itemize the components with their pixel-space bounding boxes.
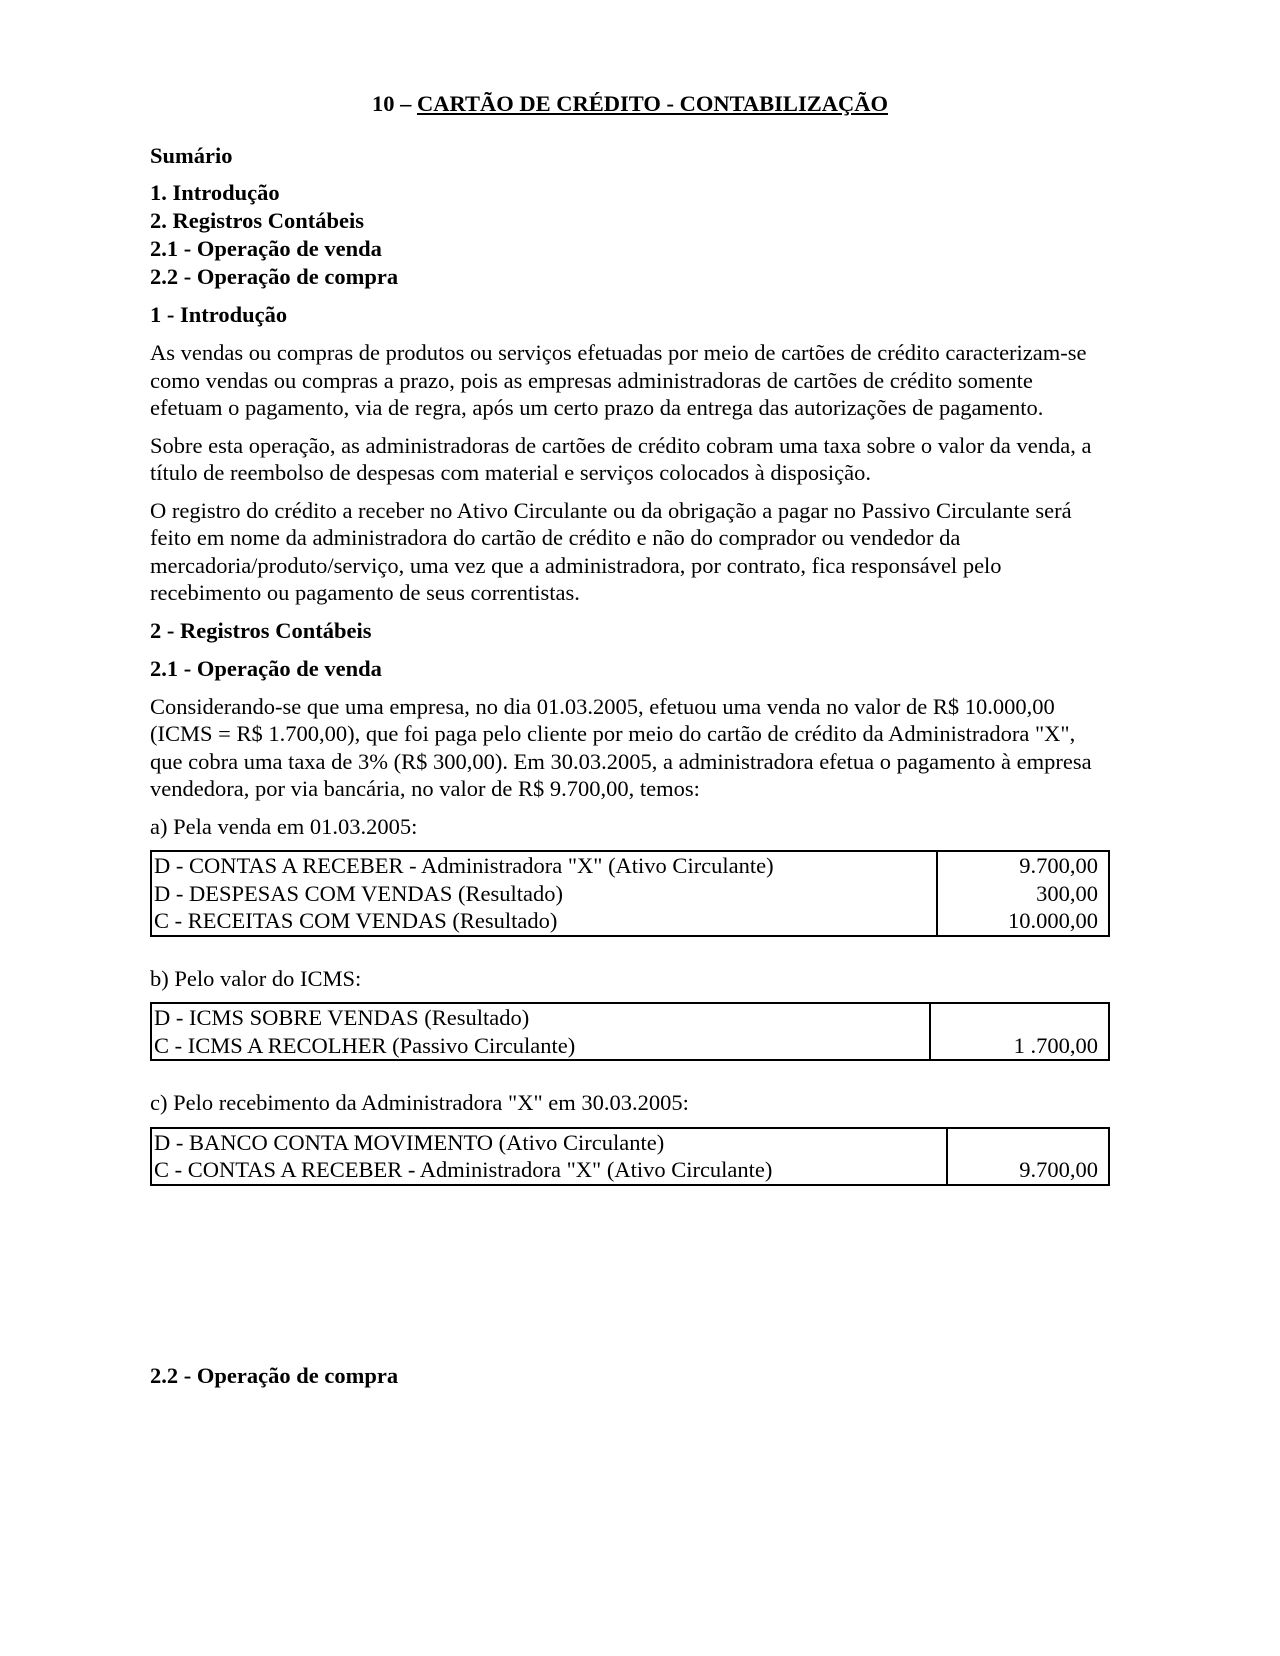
summary-item: 2.1 - Operação de venda [150,236,382,261]
summary-list [150,179,1110,291]
entry-label: c) Pelo recebimento da Administradora "X" em 30.03.2005: [150,1090,689,1115]
amounts-cell [930,1003,1109,1060]
title-text: CARTÃO DE CRÉDITO - CONTABILIZAÇÃO [417,91,888,116]
amount-line: 9.700,00 [1019,853,1098,878]
amount-line [933,1004,1098,1032]
journal-entry-table [150,1127,1110,1186]
account-line: C - CONTAS A RECEBER - Administradora "X" (Ativo Circulante) [154,1157,773,1182]
entry-label: a) Pela venda em 01.03.2005: [150,813,418,839]
account-line: D - DESPESAS COM VENDAS (Resultado) [154,880,563,906]
title-prefix: 10 – [372,91,418,116]
subsection-heading-venda: 2.1 - Operação de venda [150,655,382,681]
intro-paragraph: Sobre esta operação, as administradoras de cartões de crédito cobram uma taxa sobre o valor da venda, a título de reembolso de despesas com material e serviços colocados à disposição. [150,432,1092,485]
journal-entry-row [151,1003,1109,1060]
entry-label: b) Pelo valor do ICMS: [150,965,362,991]
summary-item: 2. Registros Contábeis [150,208,364,233]
account-line: C - ICMS A RECOLHER (Passivo Circulante) [154,1032,576,1058]
accounts-cell [151,1128,947,1185]
journal-entry-table [150,1002,1110,1061]
amount-line [950,1129,1098,1157]
section-heading-intro: 1 - Introdução [150,302,288,327]
section-heading-registros: 2 - Registros Contábeis [150,617,372,643]
amounts-cell [937,851,1109,936]
intro-paragraph: As vendas ou compras de produtos ou serviços efetuadas por meio de cartões de crédito caracterizam-se como vendas ou compras a prazo, pois as empresas administradoras de cartões de crédito somente efetuam o pagamento, via de regra, após um certo prazo da entrega das autorizações de pagamento. [150,340,1087,420]
intro-paragraph: O registro do crédito a receber no Ativo Circulante ou da obrigação a pagar no Passivo Circulante será feito em nome da administradora do cartão de crédito e não do comprador ou vendedor da mercadoria/produto/serviço, uma vez que a administradora, por contrato, fica responsável pelo recebimento ou pagamento de seus correntistas. [150,497,1072,605]
accounts-cell [151,851,937,936]
amount-line: 9.700,00 [1019,1157,1098,1182]
journal-entry-row [151,851,1109,936]
subsection-heading-compra: 2.2 - Operação de compra [150,1362,399,1388]
summary-heading: Sumário [150,142,233,168]
account-line: C - RECEITAS COM VENDAS (Resultado) [154,908,558,933]
account-line: D - BANCO CONTA MOVIMENTO (Ativo Circulante) [154,1129,665,1155]
page-spacer [150,1214,1110,1362]
document-title [150,90,1110,118]
venda-paragraph: Considerando-se que uma empresa, no dia 01.03.2005, efetuou uma venda no valor de R$ 10.000,00 (ICMS = R$ 1.700,00), que foi paga pelo cliente por meio do cartão de crédito da Administradora "X", que cobra uma taxa de 3% (R$ 300,00). Em 30.03.2005, a administradora efetua o pagamento à empresa vendedora, por via bancária, no valor de R$ 9.700,00, temos: [150,693,1092,801]
journal-entry-row [151,1128,1109,1185]
amount-line: 10.000,00 [1008,908,1098,933]
summary-item: 1. Introdução [150,180,280,205]
amount-line: 1 .700,00 [1013,1032,1098,1058]
amounts-cell [947,1128,1109,1185]
account-line: D - ICMS SOBRE VENDAS (Resultado) [154,1005,530,1030]
amount-line: 300,00 [1036,880,1098,906]
journal-entry-table [150,850,1110,937]
document-body [150,90,1110,1400]
account-line: D - CONTAS A RECEBER - Administradora "X" (Ativo Circulante) [154,853,774,878]
summary-item: 2.2 - Operação de compra [150,264,399,289]
accounts-cell [151,1003,930,1060]
